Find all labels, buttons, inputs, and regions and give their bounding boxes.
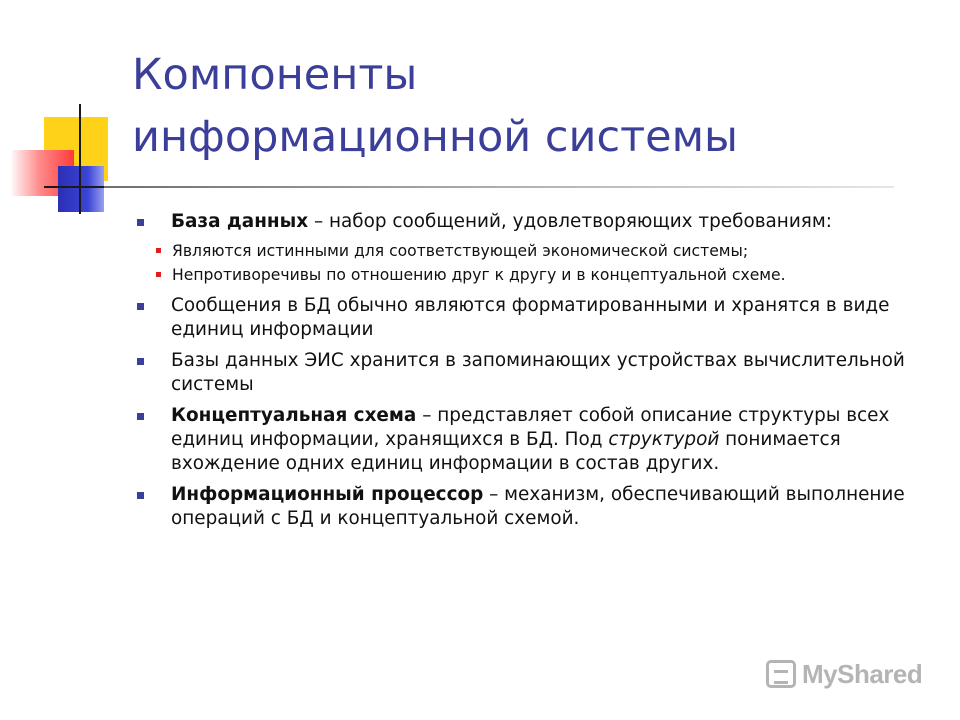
watermark-text: MyShared — [802, 658, 923, 689]
decorative-squares — [0, 0, 140, 230]
blue-square — [58, 166, 104, 212]
bullet-storage: Базы данных ЭИС хранится в запоминающих устройствах вычислительной системы — [132, 349, 922, 397]
bullet-info-processor-term: Информационный процессор — [171, 484, 484, 505]
bullet-info-processor — [132, 483, 922, 531]
vertical-line — [79, 104, 81, 214]
title-line-1: Компоненты — [132, 50, 418, 100]
bullet-database — [132, 210, 922, 234]
bullet-database-term: База данных — [171, 211, 309, 232]
bullet-conceptual-schema-text-1: – представляет собой описание структуры всех единиц информации, хранящихся в БД. Под — [171, 405, 890, 450]
sub-bullet-true: Являются истинными для соответствующей экономической системы; — [132, 241, 922, 262]
sub-bullet-consistent: Непротиворечивы по отношению друг к другу и в концептуальной схеме. — [132, 265, 922, 286]
title-line-2: информационной системы — [132, 112, 739, 162]
bullet-database-text: – набор сообщений, удовлетворяющих требованиям: — [308, 211, 832, 232]
slide-title — [132, 44, 738, 168]
bullet-conceptual-schema — [132, 404, 922, 476]
bullet-messages: Сообщения в БД обычно являются форматированными и хранятся в виде единиц информации — [132, 294, 922, 342]
bullet-conceptual-schema-italic: структурой — [608, 429, 720, 450]
bullet-info-processor-text: – механизм, обеспечивающий выполнение операций с БД и концептуальной схемой. — [171, 484, 905, 529]
presentation-screen-icon — [766, 660, 796, 688]
title-divider — [104, 186, 894, 188]
database-requirements-list — [132, 241, 922, 286]
bullet-list — [132, 210, 922, 538]
bullet-conceptual-schema-term: Концептуальная схема — [171, 405, 417, 426]
horizontal-line-left — [44, 186, 104, 188]
watermark — [766, 656, 922, 692]
bullet-conceptual-schema-text-2: понимается вхождение одних единиц информации в состав других. — [171, 429, 841, 474]
